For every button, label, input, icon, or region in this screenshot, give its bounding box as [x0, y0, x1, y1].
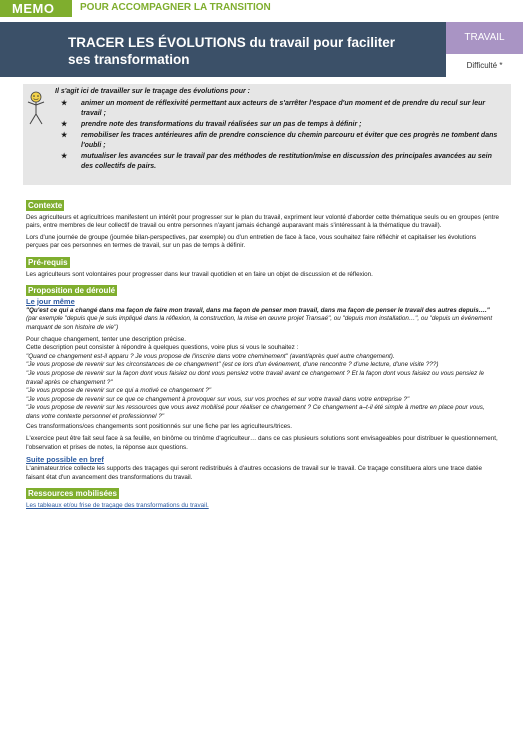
central-question-bold: "Qu'est ce qui a changé dans ma façon de faire mon travail, dans ma façon de penser mon travail, dans ma façon de penser le travail des autres depuis….": [26, 306, 490, 314]
contexte-paragraph-1: Des agriculteurs et agricultrices manifestent un intérêt pour progresser sur le plan du travail, expriment leur volonté d'aborder cette thématique seuls ou en groupes (entre pairs, entre membres de leur collectif de travail ou entre personnes n'ayant jamais échangé auparavant mais s'intéressant à la thématique du travail).: [26, 213, 500, 230]
section-heading-contexte: Contexte: [28, 201, 63, 210]
objectives-box: [23, 84, 511, 185]
main-content: [26, 200, 500, 517]
page-title: [68, 34, 428, 68]
question-item: "Je vous propose de revenir sur la façon dont vous faisiez ou dont vous pensiez votre travail avant ce changement ? Et la façon dont vous faisiez ou vous pensiez le travail après ce changement ?": [26, 369, 484, 386]
section-heading-prerequis: Pré-requis: [28, 257, 68, 267]
objective-item: ★ animer un moment de réflexivité permettant aux acteurs de s'arrêter l'espace d'un moment et de prendre du recul sur leur travail ;: [61, 100, 486, 117]
question-item: "Je vous propose de revenir sur ce que ce changement à provoquer sur vous, sur vos proches et sur votre travail dans votre entreprise ?": [26, 395, 410, 403]
memo-subtitle: POUR ACCOMPAGNER LA TRANSITION: [80, 2, 271, 13]
memo-bar: [0, 0, 523, 17]
star-bullet-icon: ★: [61, 100, 68, 107]
star-bullet-icon: ★: [61, 153, 68, 160]
suite-paragraph: L'animateur.trice collecte les supports des traçages qui seront redistribués à d'autres occasions de travail sur le travail. Ce traçage constituera alors une trace datée faisant état d'un avancement des transformations du travail.: [26, 465, 483, 481]
central-question: [26, 307, 500, 333]
section-prerequis: [26, 257, 500, 279]
objective-item: ★ prendre note des transformations du travail réalisées sur un pas de temps à définir ;: [61, 121, 362, 128]
section-heading-ressources: Ressources mobilisées: [28, 489, 117, 499]
difficulty-label: Difficulté *: [446, 55, 523, 77]
describe-instruction: Pour chaque changement, tenter une description précise.: [26, 335, 186, 343]
questions-intro: Cette description peut consister à répondre à quelques questions, voire plus si vous le souhaitez :: [26, 344, 299, 352]
question-item: "Quand ce changement est-il apparu ? Je vous propose de l'inscrire dans votre cheminement" (avant/après quel autre changement).: [26, 352, 395, 360]
title-line-1: TRACER LES ÉVOLUTIONS du travail pour faciliter: [68, 35, 396, 50]
objective-item: ★ remobiliser les traces antérieures afin de prendre conscience du chemin parcouru et éviter que ces progrès ne tombent dans l'oubli ;: [61, 132, 498, 149]
objective-item: ★ mutualiser les avancées sur le travail par des méthodes de restitution/mise en discussion des principales avancées au sein des collectifs de pairs.: [61, 153, 492, 170]
section-contexte: [26, 200, 500, 251]
subheading-jour-meme: Le jour même: [26, 296, 75, 306]
question-item: "Je vous propose de revenir sur les circonstances de ce changement" (est ce lors d'un événement, d'une rencontre ? d'une lecture, d'une visite ???): [26, 361, 439, 369]
contexte-paragraph-2: Lors d'une journée de groupe (journée bilan-perspectives, par exemple) ou d'un entretien de face à face, vous souhaitez faire réfléchir et capitaliser les évolutions perçues par ces personnes en termes de travail, sur un pas de temps à définir.: [26, 233, 477, 250]
memo-label: MEMO: [0, 0, 72, 17]
prerequis-paragraph: Les agriculteurs sont volontaires pour progresser dans leur travail quotidien et en faire un objet de discussion et de réflexion.: [26, 270, 373, 278]
title-line-2: ses transformation: [68, 52, 190, 67]
section-ressources: [26, 488, 500, 510]
star-bullet-icon: ★: [61, 121, 68, 128]
subheading-suite: Suite possible en bref: [26, 455, 104, 465]
star-bullet-icon: ★: [61, 132, 68, 139]
fiche-paragraph: Ces transformations/ces changements sont positionnés sur une fiche par les agriculteurs/trices.: [26, 423, 292, 431]
category-tag: TRAVAIL: [446, 22, 523, 54]
section-heading-deroule: Proposition de déroulé: [28, 286, 116, 296]
central-question-examples: (par exemple "depuis que je suis impliqué dans la réflexion, la construction, la mise en œuvre projet Transaé", ou "depuis mon installation…", ou "depuis un événement marquant de son histoire de vie"): [26, 315, 493, 331]
section-deroule: [26, 285, 500, 482]
ressources-link[interactable]: Les tableaux et/ou frise de traçage des transformations du travail.: [26, 502, 209, 510]
exercice-paragraph: L'exercice peut être fait seul face à sa feuille, en binôme ou trinôme d'agriculteur… dans ce cas plusieurs solutions sont envisageables pour distribuer le questionnement, l'observation et prises de notes, la réponse aux questions.: [26, 435, 498, 451]
question-item: "Je vous propose de revenir sur ce qui a motivé ce changement ?": [26, 387, 212, 395]
stick-figure-icon: [25, 90, 47, 126]
question-item: "Je vous propose de revenir sur les ressources que vous avez mobilisé pour réaliser ce changement ? Ce changement a–t-il été simple à mettre en place pour vous, dans votre contexte personnel et professionnel ?": [26, 404, 485, 420]
objectives-intro: Il s'agit ici de travailler sur le traçage des évolutions pour :: [55, 88, 251, 95]
objectives-list: [61, 99, 501, 173]
